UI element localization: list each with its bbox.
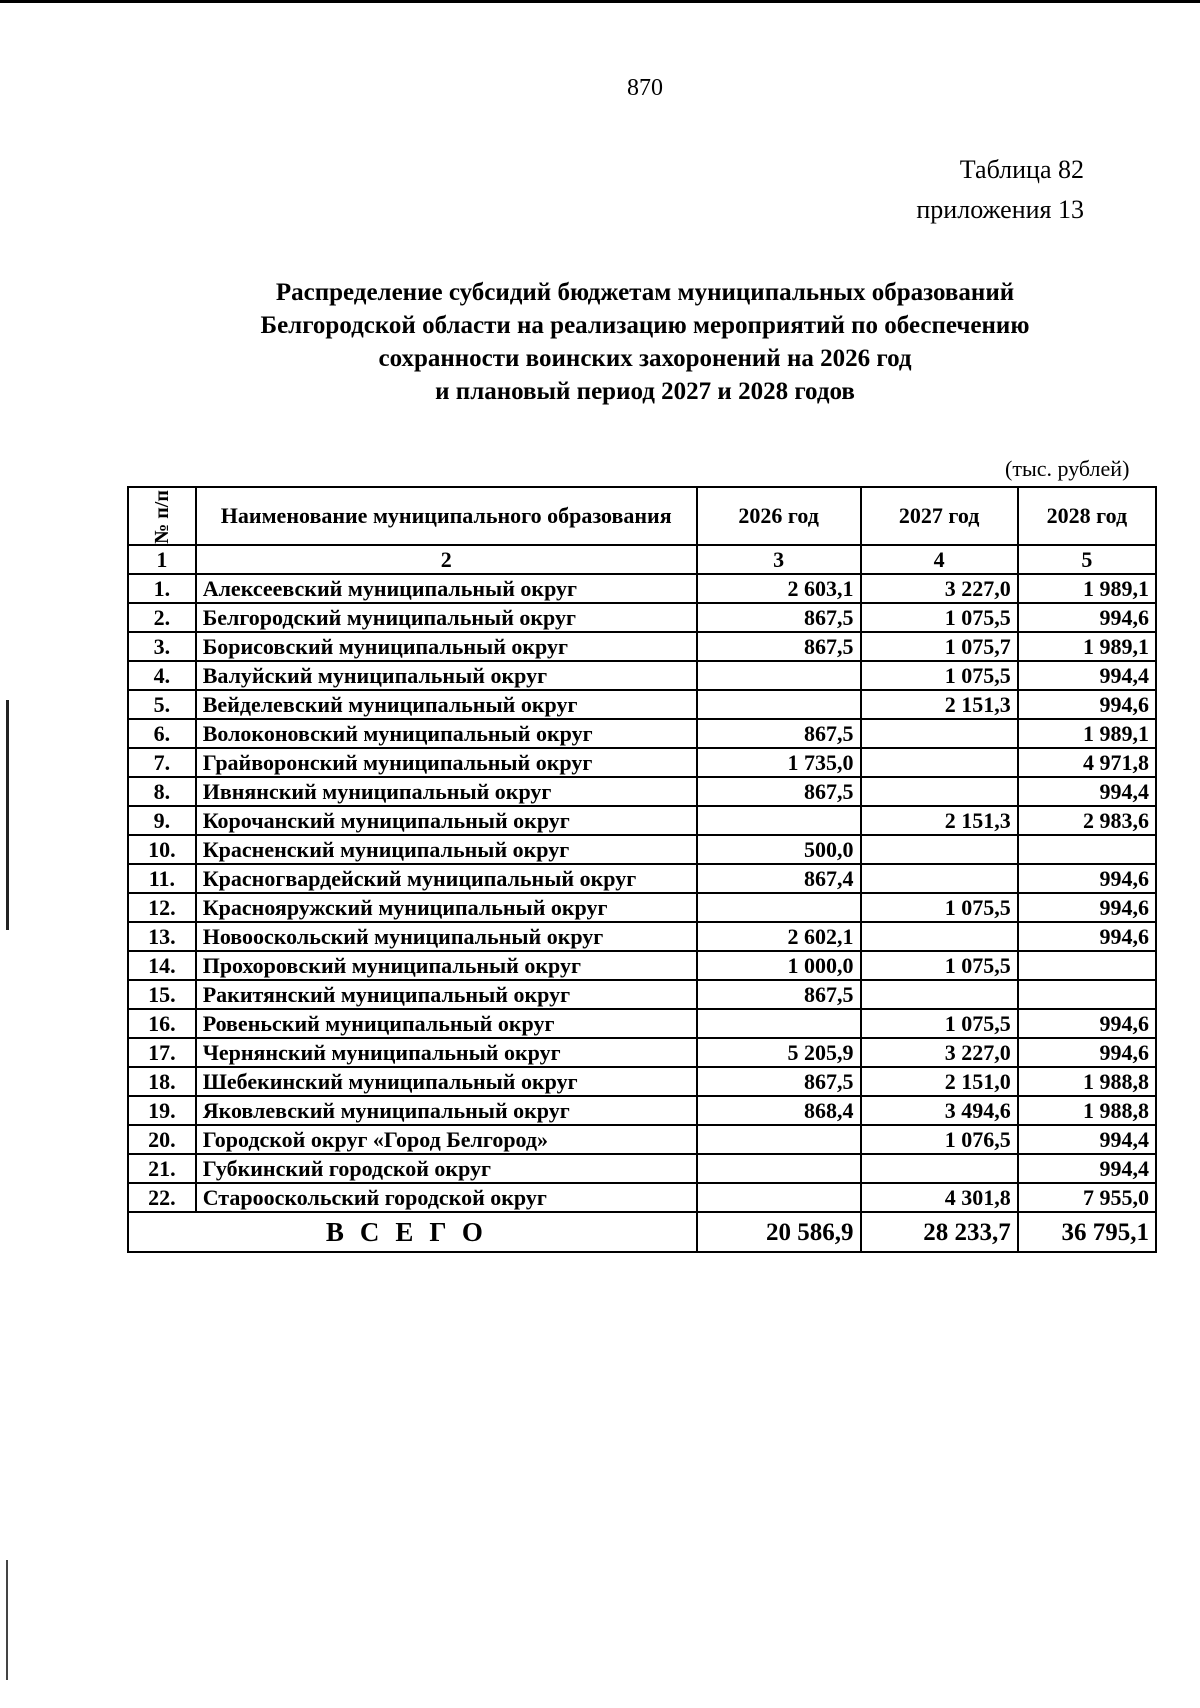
title-line: и плановый период 2027 и 2028 годов: [435, 378, 855, 405]
table-row: [128, 1183, 1156, 1212]
row-number: 4.: [128, 661, 196, 690]
column-index: 2: [196, 545, 697, 574]
value-2026: [697, 1183, 861, 1212]
row-number: 21.: [128, 1154, 196, 1183]
row-number: 2.: [128, 603, 196, 632]
value-2026: 867,5: [697, 719, 861, 748]
municipality-name: Алексеевский муниципальный округ: [196, 574, 697, 603]
value-2026: 867,5: [697, 632, 861, 661]
row-number: 7.: [128, 748, 196, 777]
row-number: 14.: [128, 951, 196, 980]
value-2026: [697, 806, 861, 835]
value-2026: 1 735,0: [697, 748, 861, 777]
value-2027: 3 227,0: [861, 574, 1018, 603]
table-body: [128, 574, 1156, 1212]
value-2026: [697, 690, 861, 719]
table-row: [128, 574, 1156, 603]
scan-edge-mark: [6, 700, 9, 930]
municipality-name: Губкинский городской округ: [196, 1154, 697, 1183]
row-number: 8.: [128, 777, 196, 806]
value-2027: 1 075,5: [861, 951, 1018, 980]
table-row: [128, 1154, 1156, 1183]
value-2026: [697, 1154, 861, 1183]
column-index: 3: [697, 545, 861, 574]
table-row: [128, 864, 1156, 893]
table-row: [128, 719, 1156, 748]
value-2028: [1018, 835, 1156, 864]
value-2028: 994,6: [1018, 1009, 1156, 1038]
column-index: 1: [128, 545, 196, 574]
column-index: 5: [1018, 545, 1156, 574]
municipality-name: Красненский муниципальный округ: [196, 835, 697, 864]
value-2027: [861, 922, 1018, 951]
value-2026: 867,5: [697, 1067, 861, 1096]
value-2027: 2 151,3: [861, 690, 1018, 719]
value-2026: 1 000,0: [697, 951, 861, 980]
value-2027: [861, 864, 1018, 893]
row-number: 6.: [128, 719, 196, 748]
row-number: 16.: [128, 1009, 196, 1038]
value-2026: 500,0: [697, 835, 861, 864]
municipality-name: Старооскольский городской округ: [196, 1183, 697, 1212]
title-line: сохранности воинских захоронений на 2026 год: [378, 345, 912, 372]
total-2028: 36 795,1: [1018, 1212, 1156, 1252]
value-2026: 867,5: [697, 603, 861, 632]
table-row: [128, 922, 1156, 951]
document-title: [0, 276, 1200, 408]
header-2028: 2028 год: [1018, 487, 1156, 545]
municipality-name: Прохоровский муниципальный округ: [196, 951, 697, 980]
value-2026: [697, 1125, 861, 1154]
value-2026: [697, 661, 861, 690]
row-number: 15.: [128, 980, 196, 1009]
table-row: [128, 1096, 1156, 1125]
value-2028: 994,6: [1018, 603, 1156, 632]
municipality-name: Красногвардейский муниципальный округ: [196, 864, 697, 893]
header-2026: 2026 год: [697, 487, 861, 545]
units-label: (тыс. рублей): [1005, 456, 1130, 481]
value-2026: [697, 1009, 861, 1038]
value-2027: 3 494,6: [861, 1096, 1018, 1125]
row-number: 20.: [128, 1125, 196, 1154]
title-line: Белгородской области на реализацию мероприятий по обеспечению: [260, 312, 1030, 339]
value-2027: 2 151,3: [861, 806, 1018, 835]
value-2028: 994,6: [1018, 1038, 1156, 1067]
municipality-name: Чернянский муниципальный округ: [196, 1038, 697, 1067]
value-2028: 2 983,6: [1018, 806, 1156, 835]
value-2028: 994,6: [1018, 864, 1156, 893]
value-2027: 1 075,5: [861, 893, 1018, 922]
value-2027: [861, 748, 1018, 777]
table-row: [128, 690, 1156, 719]
table-row: [128, 1067, 1156, 1096]
table-row: [128, 1038, 1156, 1067]
municipality-name: Городской округ «Город Белгород»: [196, 1125, 697, 1154]
total-row: [128, 1212, 1156, 1252]
row-number: 9.: [128, 806, 196, 835]
value-2027: [861, 835, 1018, 864]
table-row: [128, 1125, 1156, 1154]
row-number: 10.: [128, 835, 196, 864]
value-2028: 1 988,8: [1018, 1096, 1156, 1125]
value-2027: 1 075,7: [861, 632, 1018, 661]
value-2027: 1 075,5: [861, 1009, 1018, 1038]
value-2026: [697, 893, 861, 922]
row-number: 1.: [128, 574, 196, 603]
value-2028: 1 988,8: [1018, 1067, 1156, 1096]
municipality-name: Шебекинский муниципальный округ: [196, 1067, 697, 1096]
column-index-row: [128, 545, 1156, 574]
table-row: [128, 835, 1156, 864]
value-2026: 5 205,9: [697, 1038, 861, 1067]
value-2026: 867,5: [697, 980, 861, 1009]
row-number: 22.: [128, 1183, 196, 1212]
municipality-name: Валуйский муниципальный округ: [196, 661, 697, 690]
value-2028: 994,4: [1018, 661, 1156, 690]
value-2028: 1 989,1: [1018, 719, 1156, 748]
value-2028: 1 989,1: [1018, 574, 1156, 603]
total-2027: 28 233,7: [861, 1212, 1018, 1252]
header-num: № п/п: [128, 487, 196, 545]
table-row: [128, 632, 1156, 661]
row-number: 19.: [128, 1096, 196, 1125]
municipality-name: Ивнянский муниципальный округ: [196, 777, 697, 806]
header-2027: 2027 год: [861, 487, 1018, 545]
value-2028: 994,4: [1018, 1154, 1156, 1183]
row-number: 11.: [128, 864, 196, 893]
value-2027: [861, 980, 1018, 1009]
table-row: [128, 951, 1156, 980]
row-number: 18.: [128, 1067, 196, 1096]
value-2026: 867,5: [697, 777, 861, 806]
value-2028: 1 989,1: [1018, 632, 1156, 661]
value-2027: 4 301,8: [861, 1183, 1018, 1212]
value-2028: 4 971,8: [1018, 748, 1156, 777]
municipality-name: Борисовский муниципальный округ: [196, 632, 697, 661]
table-row: [128, 893, 1156, 922]
municipality-name: Краснояружский муниципальный округ: [196, 893, 697, 922]
value-2027: 1 076,5: [861, 1125, 1018, 1154]
total-2026: 20 586,9: [697, 1212, 861, 1252]
value-2027: 3 227,0: [861, 1038, 1018, 1067]
value-2027: [861, 1154, 1018, 1183]
table-reference: [916, 150, 1084, 230]
value-2028: 994,6: [1018, 922, 1156, 951]
table-reference-line: приложения 13: [916, 195, 1084, 224]
municipality-name: Вейделевский муниципальный округ: [196, 690, 697, 719]
value-2028: 994,4: [1018, 1125, 1156, 1154]
title-line: Распределение субсидий бюджетам муниципальных образований: [275, 279, 1015, 306]
row-number: 12.: [128, 893, 196, 922]
value-2028: [1018, 980, 1156, 1009]
column-index: 4: [861, 545, 1018, 574]
row-number: 13.: [128, 922, 196, 951]
table-row: [128, 603, 1156, 632]
value-2028: 994,4: [1018, 777, 1156, 806]
header-name: Наименование муниципального образования: [196, 487, 697, 545]
subsidy-table: [127, 486, 1157, 1253]
table-header-row: [128, 487, 1156, 545]
row-number: 3.: [128, 632, 196, 661]
municipality-name: Грайворонский муниципальный округ: [196, 748, 697, 777]
row-number: 17.: [128, 1038, 196, 1067]
table-row: [128, 980, 1156, 1009]
scan-top-rule: [0, 0, 1200, 3]
value-2027: [861, 719, 1018, 748]
municipality-name: Волоконовский муниципальный округ: [196, 719, 697, 748]
total-label: ВСЕГО: [128, 1212, 697, 1252]
page-number: 870: [627, 75, 663, 101]
table-row: [128, 661, 1156, 690]
table-row: [128, 748, 1156, 777]
table-row: [128, 806, 1156, 835]
municipality-name: Корочанский муниципальный округ: [196, 806, 697, 835]
table-row: [128, 1009, 1156, 1038]
value-2027: 1 075,5: [861, 661, 1018, 690]
municipality-name: Новооскольский муниципальный округ: [196, 922, 697, 951]
value-2028: 7 955,0: [1018, 1183, 1156, 1212]
municipality-name: Ровеньский муниципальный округ: [196, 1009, 697, 1038]
table-row: [128, 777, 1156, 806]
value-2026: 2 603,1: [697, 574, 861, 603]
value-2026: 2 602,1: [697, 922, 861, 951]
value-2026: 867,4: [697, 864, 861, 893]
value-2027: 2 151,0: [861, 1067, 1018, 1096]
municipality-name: Ракитянский муниципальный округ: [196, 980, 697, 1009]
municipality-name: Белгородский муниципальный округ: [196, 603, 697, 632]
value-2027: 1 075,5: [861, 603, 1018, 632]
value-2028: [1018, 951, 1156, 980]
scan-edge-mark: [6, 1560, 8, 1680]
table-reference-line: Таблица 82: [959, 155, 1084, 184]
value-2028: 994,6: [1018, 690, 1156, 719]
value-2028: 994,6: [1018, 893, 1156, 922]
row-number: 5.: [128, 690, 196, 719]
value-2027: [861, 777, 1018, 806]
municipality-name: Яковлевский муниципальный округ: [196, 1096, 697, 1125]
value-2026: 868,4: [697, 1096, 861, 1125]
